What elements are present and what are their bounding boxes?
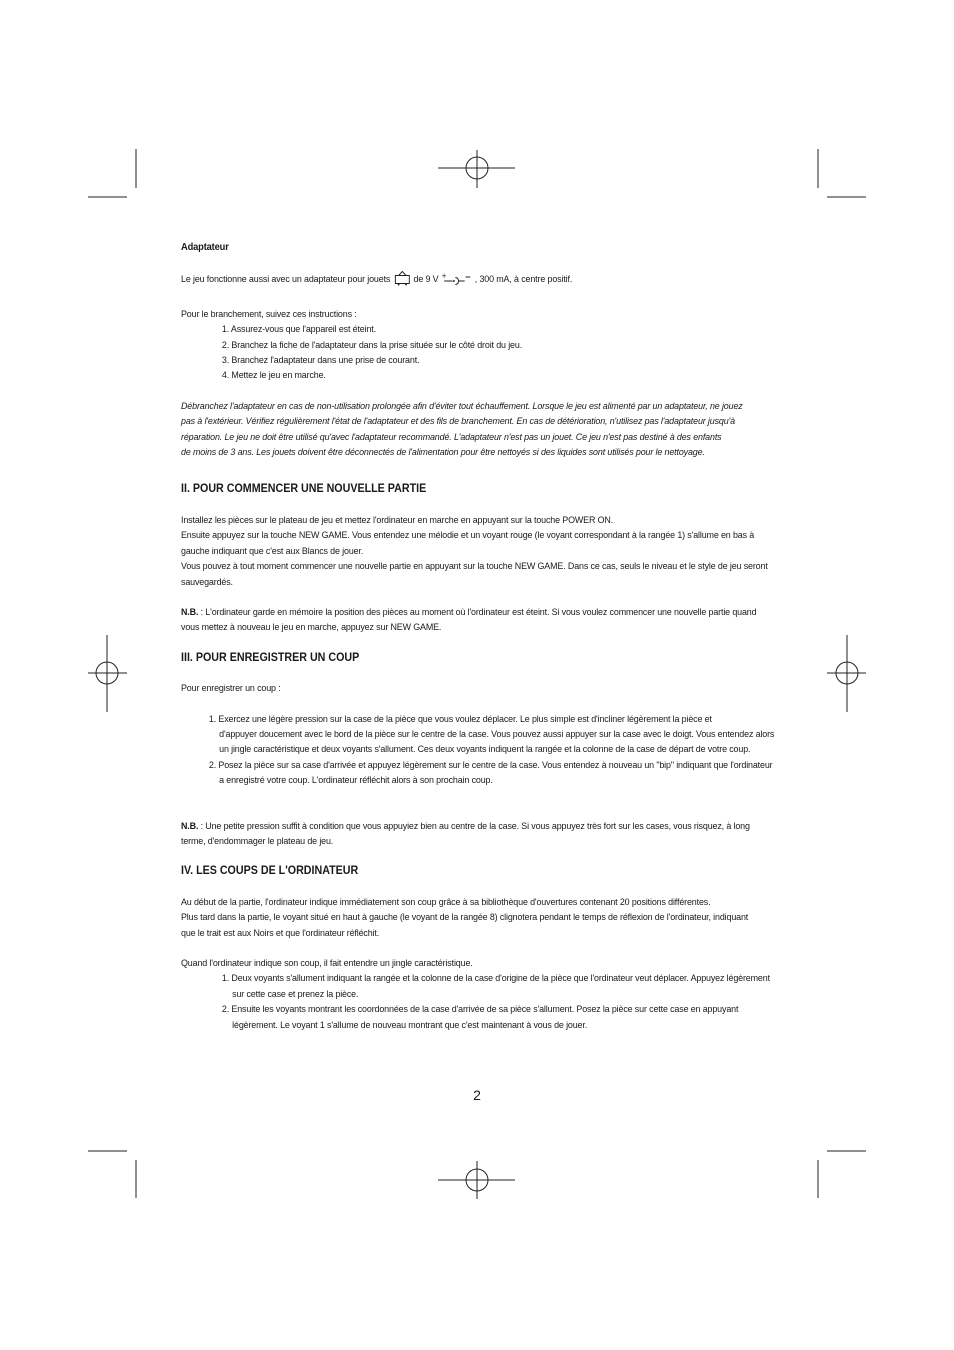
- adapter-intro: Pour le branchement, suivez ces instructions :: [181, 308, 357, 320]
- paragraph-line: que le trait est aux Noirs et que l'ordinateur réfléchit.: [181, 927, 380, 939]
- polarity-center-positive-icon: [441, 272, 473, 291]
- list-item-cont: d'appuyer doucement avec le bord de la pièce sur le centre de la case. Vous pouvez aussi appuyer sur la case avec le doigt. Vous entendez alors: [219, 728, 775, 740]
- list-item: 2. Posez la pièce sur sa case d'arrivée et appuyez légèrement sur le centre de la case. Vous entendez à nouveau un "bip" indiquant que l'ordinateur: [208, 759, 773, 771]
- list-item: 1. Deux voyants s'allument indiquant la rangée et la colonne de la case d'origine de la pièce que l'ordinateur veut déplacer. Appuyez légèrement: [221, 973, 770, 985]
- page-number: 2: [473, 1087, 481, 1103]
- section-intro: Quand l'ordinateur indique son coup, il fait entendre un jingle caractéristique.: [181, 958, 473, 969]
- list-item: 2. Ensuite les voyants montrant les coordonnées de la case d'arrivée de sa pièce s'allument. Posez la pièce sur cette case en appuyant: [221, 1004, 739, 1016]
- section-intro: Pour enregistrer un coup :: [181, 683, 281, 695]
- list-item: 3. Branchez l'adaptateur dans une prise de courant.: [221, 355, 420, 367]
- paragraph-line: Ensuite appuyez sur la touche NEW GAME. Vous entendez une mélodie et un voyant rouge (le voyant correspondant à la rangée 1) s'allume en bas à: [181, 530, 755, 542]
- paragraph-line: gauche indiquant que c'est aux Blancs de jouer.: [181, 545, 364, 557]
- note-paragraph: N.B. : L'ordinateur garde en mémoire la position des pièces au moment où l'ordinateur est éteint. Si vous voulez commencer une nouvelle partie quand: [181, 606, 757, 618]
- list-item-cont: un jingle caractéristique et deux voyants s'allument. Ces deux voyants indiquent la rangée et la colonne de la case de départ de votre coup.: [219, 744, 751, 756]
- list-item-cont: sur cette case et prenez la pièce.: [232, 988, 359, 1000]
- section-heading: IV. LES COUPS DE L'ORDINATEUR: [181, 865, 359, 878]
- adapter-warning: Débranchez l'adaptateur en cas de non-utilisation prolongée afin d'éviter tout échauffement. Lorsque le jeu est alimenté par un adaptateur, ne jouez pas à l'extérieur. Vérifiez régulièrement l'état de l'adaptateur et des fils de branchement. En cas de détérioration, n'utilisez pas l'adaptateur jusqu'à réparation. Le jeu ne doit être utilisé qu'avec l'adaptateur recommandé. L'adaptateur n'est pas un jouet. Ce jeu n'est pas destiné à des enfants de moins de 3 ans. Les jouets doivent être déconnectés de l'alimentation pour être nettoyés si des liquides sont utilisés pour le nettoyage.: [181, 400, 743, 459]
- registration-mark-right: [827, 635, 866, 712]
- adapter-spec-line: Le jeu fonctionne aussi avec un adaptateur pour jouets de 9 V + , 300 mA, à centre positif.: [181, 270, 806, 291]
- list-item: 4. Mettez le jeu en marche.: [221, 370, 326, 382]
- note-paragraph-cont: terme, d'endommager le plateau de jeu.: [181, 835, 334, 847]
- section-heading: III. POUR ENREGISTRER UN COUP: [181, 651, 360, 664]
- registration-mark-bottom: [438, 1161, 515, 1199]
- paragraph-line: Installez les pièces sur le plateau de jeu et mettez l'ordinateur en marche en appuyant sur la touche POWER ON.: [181, 514, 614, 526]
- list-item-cont: a enregistré votre coup. L'ordinateur réfléchit alors à son prochain coup.: [219, 775, 493, 787]
- section-heading: II. POUR COMMENCER UNE NOUVELLE PARTIE: [181, 483, 427, 496]
- adapter-heading: Adaptateur: [181, 242, 229, 253]
- paragraph-line: Plus tard dans la partie, le voyant situé en haut à gauche (le voyant de la rangée 8) clignotera pendant le temps de réflexion de l'ordinateur, indiquant: [181, 912, 749, 924]
- paragraph-line: sauvegardés.: [181, 576, 233, 588]
- list-item: 2. Branchez la fiche de l'adaptateur dans la prise située sur le côté droit du jeu.: [221, 339, 523, 351]
- toy-transformer-icon: [393, 270, 412, 291]
- registration-mark-left: [88, 635, 127, 712]
- paragraph-line: Vous pouvez à tout moment commencer une nouvelle partie en appuyant sur la touche NEW GAME. Dans ce cas, seuls le niveau et le style de jeu seront: [181, 561, 768, 573]
- note-paragraph: N.B. : Une petite pression suffit à condition que vous appuyiez bien au centre de la case. Si vous appuyez très fort sur les cases, vous risquez, à long: [181, 820, 750, 832]
- page-content: [181, 240, 806, 1033]
- list-item-cont: légèrement. Le voyant 1 s'allume de nouveau montrant que c'est maintenant à vous de jouer.: [232, 1019, 588, 1031]
- paragraph-line: Au début de la partie, l'ordinateur indique immédiatement son coup grâce à sa bibliothèque d'ouvertures contenant 20 positions différentes.: [181, 896, 711, 908]
- svg-text:+: +: [441, 272, 448, 281]
- list-item: 1. Assurez-vous que l'appareil est éteint.: [221, 324, 376, 336]
- list-item: 1. Exercez une légère pression sur la case de la pièce que vous voulez déplacer. Le plus simple est d'incliner légèrement la pièce et: [208, 713, 712, 725]
- registration-mark-top: [438, 150, 515, 188]
- note-paragraph-cont: vous mettez à nouveau le jeu en marche, appuyez sur NEW GAME.: [181, 622, 442, 634]
